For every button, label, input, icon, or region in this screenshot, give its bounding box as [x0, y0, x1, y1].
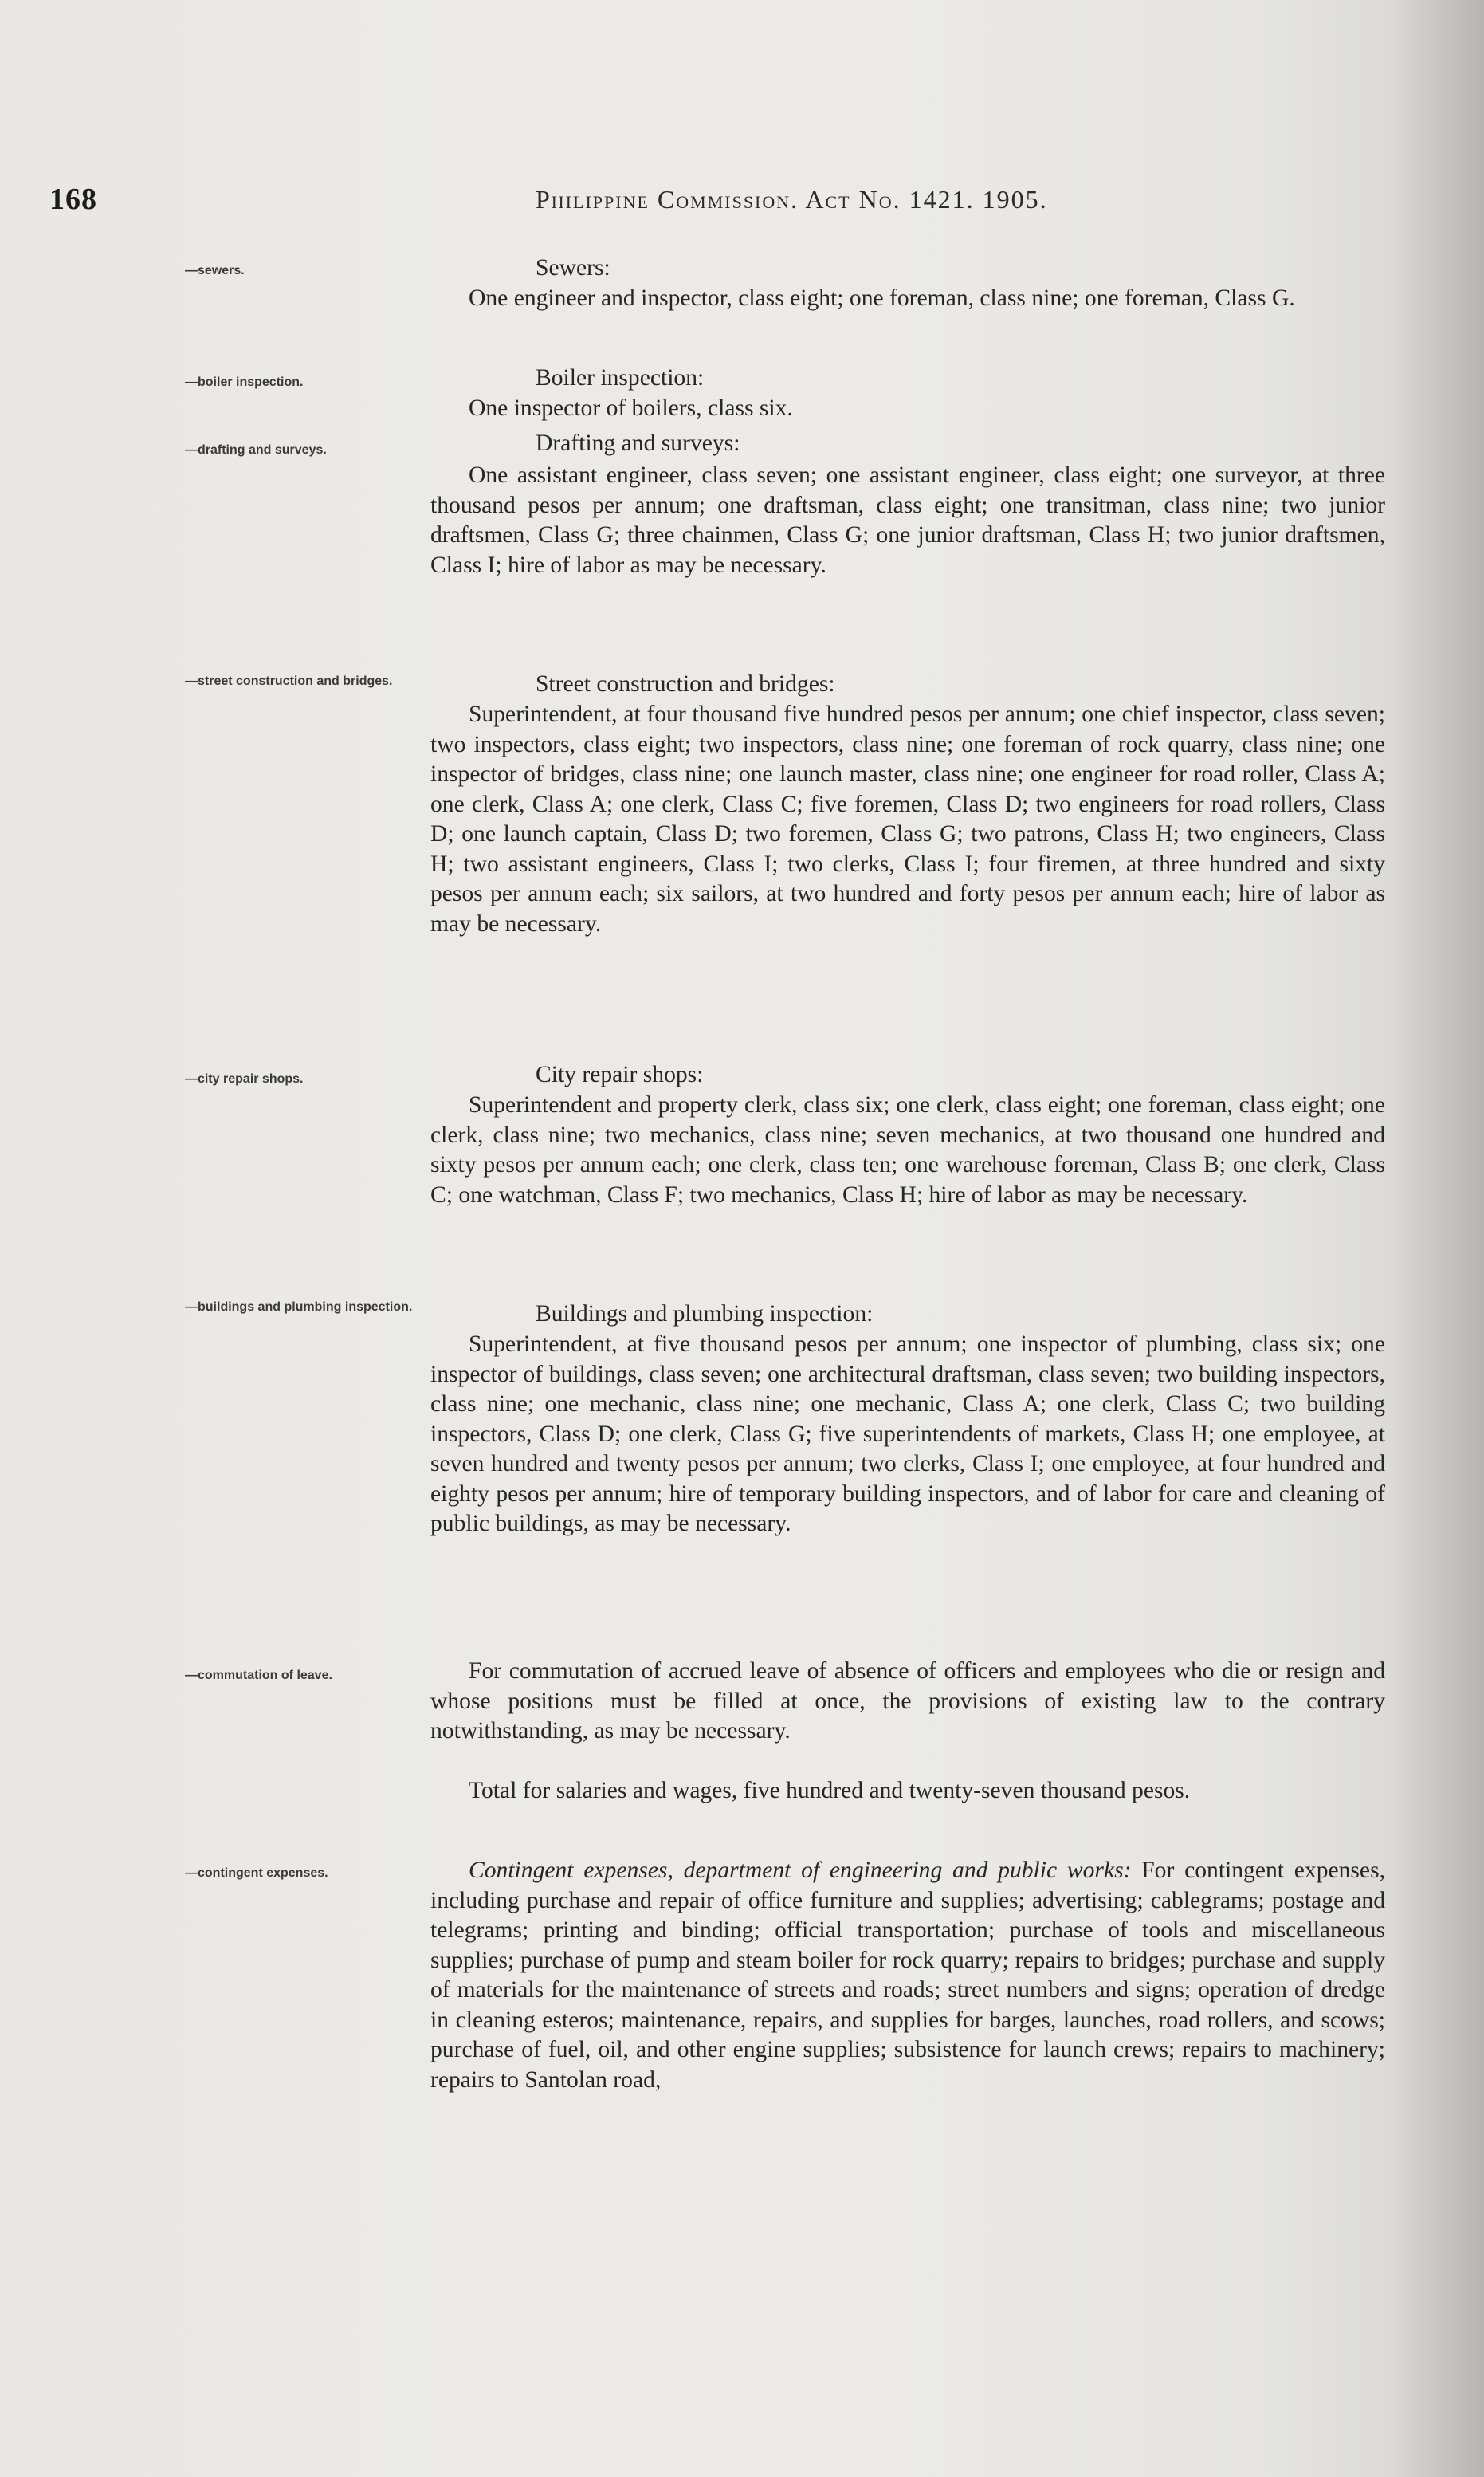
- section-contingent-expenses: [430, 1856, 1385, 2095]
- contingent-expenses-text: For contingent expenses, including purchase and repair of office furniture and supplies; advertising; cablegrams; postage and telegrams; printing and binding; official transportation; purchase of tools and miscellaneous supplies; purchase of pump and steam boiler for rock quarry; repairs to bridges; purchase and supply of materials for the maintenance of streets and roads; street numbers and signs; operation of dredge in cleaning esteros; maintenance, repairs, and supplies for barges, launches, road rollers, and scows; purchase of fuel, oil, and other engine supplies; subsistence for launch crews; repairs to machinery; repairs to Santolan road,: [430, 1858, 1385, 2093]
- page-edge-shadow: [1388, 0, 1484, 2477]
- running-title: Philippine Commission. Act No. 1421. 1905.: [536, 185, 1048, 214]
- section-text-buildings-plumbing: Superintendent, at five thousand pesos per annum; one inspector of plumbing, class six; one inspector of buildings, class seven; one architectural draftsman, class seven; two building inspectors, class nine; one mechanic, class nine; one mechanic, Class A; one clerk, Class C; two building inspectors, Class D; one clerk, Class G; five superintendents of markets, Class H; one employee, at seven hundred and twenty pesos per annum; two clerks, Class I; one employee, at four hundred and eighty pesos per annum; hire of temporary building inspectors, and of labor for care and cleaning of public buildings, as may be necessary.: [430, 1331, 1385, 1536]
- section-text-drafting-and-surveys: One assistant engineer, class seven; one assistant engineer, class eight; one surveyor, at three thousand pesos per annum; one draftsman, class eight; one transitman, class nine; two junior draftsmen, Class G; three chainmen, Class G; one junior draftsman, Class H; two junior draftsmen, Class I; hire of labor as may be necessary.: [430, 462, 1385, 578]
- section-text-boiler-inspection: One inspector of boilers, class six.: [469, 395, 793, 421]
- section-text-total-salaries: Total for salaries and wages, five hundred and twenty-seven thousand pesos.: [469, 1778, 1191, 1803]
- section-heading-buildings-plumbing: Buildings and plumbing inspection:: [536, 1301, 874, 1327]
- margin-note-commutation-of-leave: —commutation of leave.: [185, 1669, 332, 1682]
- page-number: 168: [49, 183, 97, 216]
- margin-note-buildings-plumbing: —buildings and plumbing inspection.: [185, 1300, 413, 1314]
- margin-note-drafting-and-surveys: —drafting and surveys.: [185, 443, 327, 457]
- section-heading-street-construction: Street construction and bridges:: [536, 671, 835, 697]
- section-heading-city-repair-shops: City repair shops:: [536, 1062, 704, 1087]
- margin-note-street-construction: —street construction and bridges.: [185, 674, 393, 688]
- margin-note-boiler-inspection: —boiler inspection.: [185, 375, 304, 389]
- margin-note-sewers: —sewers.: [185, 264, 245, 277]
- margin-note-contingent-expenses: —contingent expenses.: [185, 1866, 328, 1880]
- page-header: [0, 182, 1484, 222]
- section-heading-drafting-and-surveys: Drafting and surveys:: [536, 431, 740, 456]
- section-text-commutation-of-leave: For commutation of accrued leave of absence of officers and employees who die or resign and whose positions must be filled at once, the provisions of existing law to the contrary notwithstanding, as may be necessary.: [430, 1658, 1385, 1744]
- margin-note-city-repair-shops: —city repair shops.: [185, 1072, 304, 1086]
- section-heading-sewers: Sewers:: [536, 255, 610, 281]
- section-text-street-construction: Superintendent, at four thousand five hundred pesos per annum; one chief inspector, class seven; two inspectors, class eight; two inspectors, class nine; one foreman of rock quarry, class nine; one inspector of bridges, class nine; one launch master, class nine; one engineer for road roller, Class A; one clerk, Class A; one clerk, Class C; five foremen, Class D; two engineers for road rollers, Class D; one launch captain, Class D; two foremen, Class G; two patrons, Class H; two engineers, Class H; two assistant engineers, Class I; two clerks, Class I; four firemen, at three hundred and sixty pesos per annum each; six sailors, at two hundred and forty pesos per annum each; hire of labor as may be necessary.: [430, 702, 1385, 937]
- section-text-city-repair-shops: Superintendent and property clerk, class six; one clerk, class eight; one foreman, class eight; one clerk, class nine; two mechanics, class nine; seven mechanics, at two thousand one hundred and sixty pesos per annum each; one clerk, class ten; one warehouse foreman, Class B; one clerk, Class C; one watchman, Class F; two mechanics, Class H; hire of labor as may be necessary.: [430, 1092, 1385, 1208]
- section-text-sewers: One engineer and inspector, class eight; one foreman, class nine; one foreman, Class G.: [469, 285, 1295, 311]
- section-heading-boiler-inspection: Boiler inspection:: [536, 365, 705, 391]
- contingent-expenses-lead: Contingent expenses, department of engineering and public works:: [469, 1858, 1132, 1883]
